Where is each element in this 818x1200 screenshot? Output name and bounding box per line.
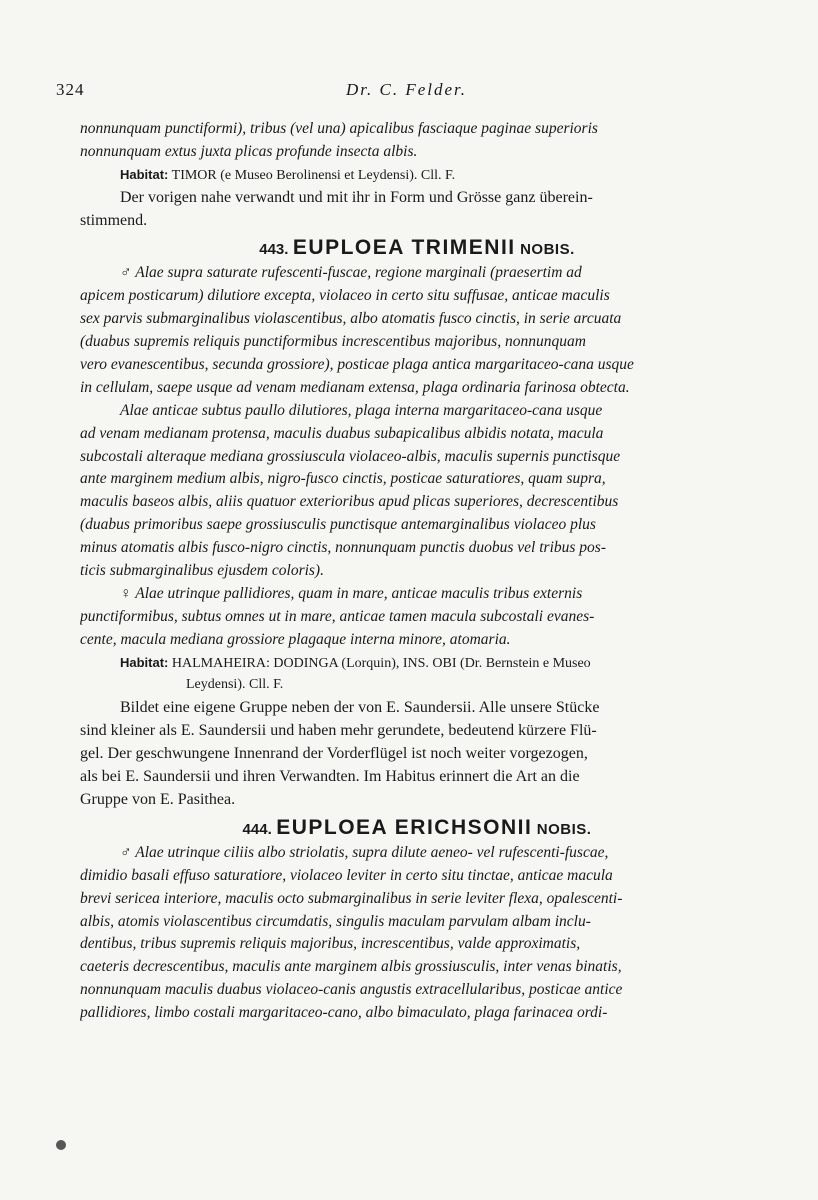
species-number: 444. (242, 820, 272, 838)
text-line: minus atomatis albis fusco-nigro cinctis, nonnunquam punctis duobus vel tribus pos- (80, 539, 606, 557)
running-head: Dr. C. Felder. (346, 80, 468, 99)
text-line: als bei E. Saundersii und ihren Verwandten. Im Habitus erinnert die Art an die (80, 768, 580, 786)
text-line: pallidiores, limbo costali margaritaceo-cano, albo bimaculato, plaga farinacea ordi- (80, 1004, 608, 1022)
text-line: dimidio basali effuso saturatiore, violaceo leviter in certo situ tinctae, anticae macula (80, 866, 613, 884)
text-line: vero evanescentibus, secunda grossiore), posticae plaga antica margaritaceo-cana usque (80, 356, 634, 374)
text-line: caeteris decrescentibus, maculis ante marginem albis grossiusculis, inter venas binatis, (80, 958, 622, 976)
text-line: Alae anticae subtus paullo dilutiores, plaga interna margaritaceo-cana usque (120, 401, 603, 419)
species-author: NOBIS. (520, 241, 575, 259)
text-line: Gruppe von E. Pasithea. (80, 790, 236, 808)
text-line: cente, macula mediana grossiore plagaque interna minore, atomaria. (80, 630, 511, 648)
text-line: nonnunquam punctiformi), tribus (vel una) apicalibus fasciaque paginae superioris (80, 120, 598, 137)
text-line: stimmend. (80, 211, 148, 229)
species-name: EUPLOEA ERICHSONII (276, 815, 533, 839)
text-line: ♀ Alae utrinque pallidiores, quam in mare, anticae maculis tribus externis (120, 584, 583, 602)
text-line: ♂ Alae supra saturate rufescenti-fuscae, regione marginali (praesertim ad (120, 264, 582, 282)
habitat-label: Habitat: (120, 166, 169, 182)
text-line: nonnunquam maculis duabus violaceo-canis angustis extracellularibus, posticae antice (80, 981, 623, 999)
text-line: ad venam medianam protensa, maculis duabus subapicalibus albidis notata, macula (80, 424, 604, 442)
text-line: gel. Der geschwungene Innenrand der Vorderflügel ist noch weiter vorgezogen, (80, 745, 588, 763)
text-line: brevi sericea interiore, maculis octo submarginalibus in serie leviter flexa, opalescenti- (80, 889, 623, 907)
text-line: subcostali alteraque mediana grossiuscula violaceo-albis, maculis supernis punctisque (80, 447, 621, 465)
text-line: (duabus primoribus saepe grossiusculis punctisque antemarginalibus violaceo plus (80, 516, 596, 534)
text-line: maculis baseos albis, aliis quatuor exterioribus apud plicas superiores, decrescentibus (80, 493, 619, 511)
ink-speck (56, 1140, 66, 1150)
species-name: EUPLOEA TRIMENII (292, 236, 516, 260)
text-line: punctiformibus, subtus omnes ut in mare, anticae tamen macula subcostali evanes- (80, 607, 595, 625)
page-header (56, 80, 760, 106)
species-author: NOBIS. (536, 820, 592, 838)
habitat-label: Habitat: (120, 654, 169, 670)
text-line: Bildet eine eigene Gruppe neben der von E. Saundersii. Alle unsere Stücke (120, 699, 600, 717)
page-body (80, 118, 754, 1025)
habitat-text: TIMOR (e Museo Berolinensi et Leydensi). Cll. F. (171, 167, 456, 183)
text-line: albis, atomis violascentibus circumdatis, singulis maculam parvulam albam inclu- (80, 912, 591, 930)
text-line: sind kleiner als E. Saundersii und haben mehr gerundete, bedeutend kürzere Flü- (80, 722, 597, 740)
species-heading-443 (80, 232, 754, 262)
habitat-text: HALMAHEIRA: DODINGA (Lorquin), INS. OBI (Dr. Bernstein e Museo (171, 655, 591, 671)
text-line: Der vorigen nahe verwandt und mit ihr in Form und Grösse ganz überein- (120, 188, 593, 206)
habitat-line (80, 652, 754, 675)
text-line: apicem posticarum) dilutiore excepta, violaceo in certo situ suffusae, anticae maculis (80, 287, 610, 305)
text-line: dentibus, tribus supremis reliquis majoribus, increscentibus, valde approximatis, (80, 935, 581, 953)
text-line: ante marginem medium albis, nigro-fusco cinctis, posticae saturatiores, quam supra, (80, 470, 606, 488)
page-number: 324 (56, 80, 85, 99)
habitat-line: Leydensi). Cll. F. (186, 677, 284, 693)
text-line: sex parvis submarginalibus violascentibus, albo atomatis fusco cinctis, in serie arcuata (80, 310, 622, 328)
species-heading-444 (80, 812, 754, 842)
species-number: 443. (259, 241, 289, 259)
text-line: (duabus supremis reliquis punctiformibus increscentibus majoribus, nonnunquam (80, 333, 586, 351)
text-line: nonnunquam extus juxta plicas profunde insecta albis. (80, 142, 418, 160)
habitat-line (80, 164, 754, 187)
text-line: ♂ Alae utrinque ciliis albo striolatis, supra dilute aeneo- vel rufescenti-fuscae, (120, 843, 609, 861)
text-line: ticis submarginalibus ejusdem coloris). (80, 562, 324, 580)
text-line: in cellulam, saepe usque ad venam medianam extensa, plaga ordinaria farinosa obtecta. (80, 378, 630, 396)
